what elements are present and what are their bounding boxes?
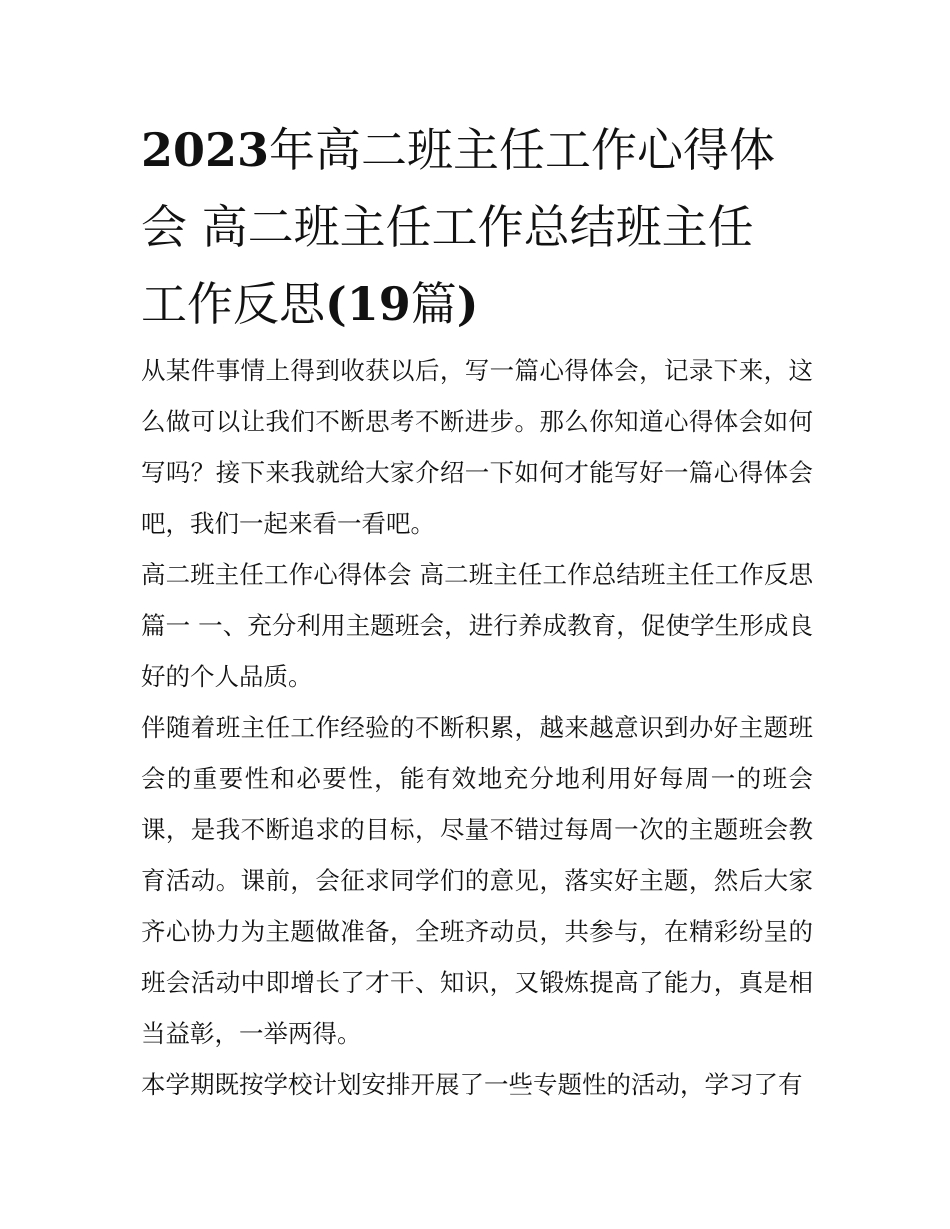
title-line: 2023年高二班主任工作心得体 <box>141 123 776 177</box>
paragraph-activities: 本学期既按学校计划安排开展了一些专题性的活动，学习了有 <box>141 1070 803 1099</box>
document-title <box>141 112 813 343</box>
paragraph-intro: 从某件事情上得到收获以后，写一篇心得体会，记录下来，这么做可以让我们不断思考不断进步。那么你知道心得体会如何写吗？接下来我就给大家介绍一下如何才能写好一篇心得体会吧，我们一起来看一看吧。 <box>141 356 813 538</box>
paragraph-class-meeting: 伴随着班主任工作经验的不断积累，越来越意识到办好主题班会的重要性和必要性，能有效地充分地利用好每周一的班会课，是我不断追求的目标，尽量不错过每周一次的主题班会教育活动。课前，会征求同学们的意见，落实好主题，然后大家齐心协力为主题做准备，全班齐动员，共参与，在精彩纷呈的班会活动中即增长了才干、知识，又锻炼提高了能力，真是相当益彰，一举两得。 <box>141 713 813 1048</box>
document-body <box>141 345 813 1110</box>
title-line: 会 高二班主任工作总结班主任 <box>141 200 754 254</box>
document-page <box>141 112 813 1110</box>
title-line: 工作反思(19篇) <box>141 277 479 331</box>
paragraph-section-heading: 高二班主任工作心得体会 高二班主任工作总结班主任工作反思篇一 一、充分利用主题班会，进行养成教育，促使学生形成良好的个人品质。 <box>141 560 813 691</box>
